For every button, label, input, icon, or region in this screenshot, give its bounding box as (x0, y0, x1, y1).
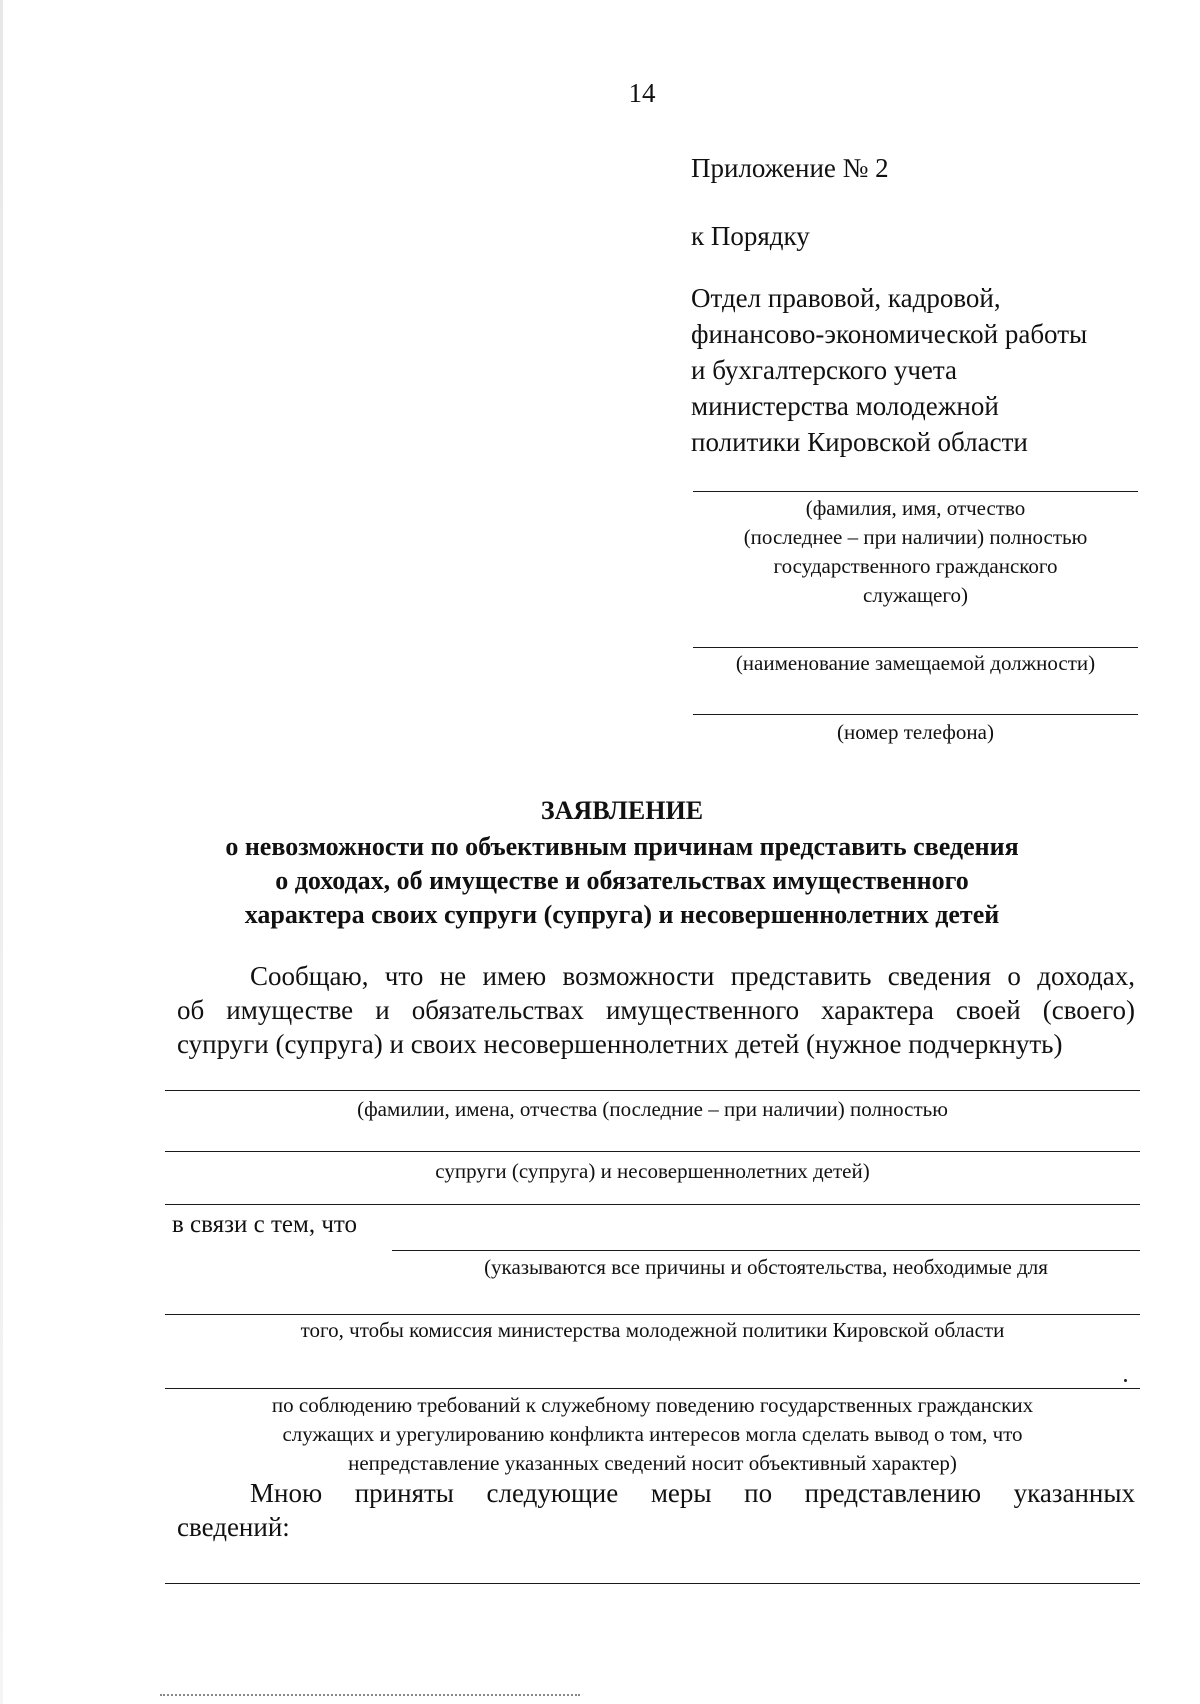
measures-line: Мною приняты следующие меры по представлению указанных (250, 1478, 1135, 1508)
family-input-line[interactable] (165, 1090, 1140, 1091)
reason-input-line-3[interactable] (165, 1388, 1140, 1389)
reason-caption: (указываются все причины и обстоятельства, необходимые для (484, 1255, 1048, 1279)
page-number: 14 (628, 78, 656, 108)
department-line: министерства молодежной (691, 391, 999, 421)
reason-caption-2: того, чтобы комиссия министерства молодежной политики Кировской области (300, 1318, 1005, 1342)
appendix-number: Приложение № 2 (691, 153, 889, 183)
department-line: Отдел правовой, кадровой, (691, 283, 1001, 313)
reason-label: в связи с тем, что (172, 1211, 357, 1238)
department-line: и бухгалтерского учета (691, 355, 958, 385)
measures-line: сведений: (177, 1512, 290, 1542)
body-line: об имуществе и обязательствах имущественного характера своей (своего) (177, 995, 1135, 1025)
document-title: ЗАЯВЛЕНИЕ (540, 796, 704, 825)
body-line: Сообщаю, что не имею возможности представить сведения о доходах, (250, 961, 1135, 991)
appendix-reference: к Порядку (691, 221, 810, 251)
phone-input-line[interactable] (693, 714, 1138, 715)
reason-input-line[interactable] (392, 1250, 1140, 1251)
fio-caption: (фамилия, имя, отчество (последнее – при наличии) полностью государственного гражданского служащего) (743, 496, 1088, 607)
department-block (691, 280, 1087, 460)
spouse-input-line[interactable] (165, 1151, 1140, 1152)
period-mark (1124, 1379, 1127, 1382)
scan-artifact (160, 1694, 580, 1696)
reason-input-line-2[interactable] (165, 1314, 1140, 1315)
phone-caption: (номер телефона) (837, 720, 994, 744)
separator-line[interactable] (165, 1204, 1140, 1205)
spouse-caption: супруги (супруга) и несовершеннолетних детей) (435, 1159, 870, 1183)
title-line: о доходах, об имуществе и обязательствах имущественного (275, 866, 969, 895)
measures-input-line[interactable] (165, 1583, 1140, 1584)
position-input-line[interactable] (693, 647, 1138, 648)
body-line: супруги (супруга) и своих несовершеннолетних детей (нужное подчеркнуть) (177, 1029, 1063, 1059)
department-line: финансово-экономической работы (691, 319, 1088, 349)
department-line: политики Кировской области (691, 427, 1028, 457)
title-line: о невозможности по объективным причинам представить сведения (225, 832, 1019, 861)
fio-input-line[interactable] (693, 491, 1138, 492)
title-line: характера своих супруги (супруга) и несовершеннолетних детей (244, 900, 1000, 929)
commission-caption: по соблюдению требований к служебному поведению государственных гражданских служащих и урегулированию конфликта интересов могла сделать вывод о том, что непредставление указанных сведений носит объективный характер) (271, 1393, 1034, 1475)
position-caption: (наименование замещаемой должности) (735, 651, 1096, 675)
family-caption: (фамилии, имена, отчества (последние – при наличии) полностью (357, 1097, 948, 1121)
